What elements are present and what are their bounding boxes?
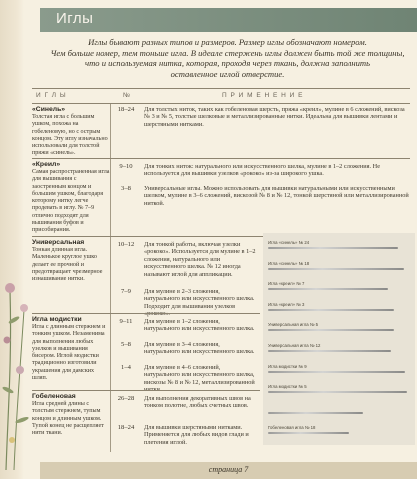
needle-name: Гобеленовая	[32, 393, 76, 400]
needle-description: Толстая игла с большим ушком, похожа на гобеленовую, но с острым концом. Эту иглу изначально использовали для толстой пряжи «синель».	[32, 114, 108, 157]
row-divider	[32, 313, 260, 314]
header-application: П Р И М Е Н Е Н И Е	[222, 92, 304, 99]
header-number: №	[123, 92, 131, 99]
needle-name: «Синель»	[32, 106, 66, 113]
needle-type-crewel	[32, 161, 110, 235]
needle-application: Для мулине в 3–4 сложения, натурального или искусственного шелка.	[144, 341, 255, 356]
needle-size: 1–4	[121, 364, 131, 371]
intro-text	[50, 37, 405, 79]
needle-name: Универсальная	[32, 239, 85, 246]
needle-illustration-row	[268, 261, 410, 275]
needle-size: 26–28	[117, 395, 135, 402]
needle-icon	[268, 412, 363, 414]
needle-illustration-row	[268, 281, 410, 295]
needle-application: Для мулине в 1–2 сложения, натурального или искусственного шелка.	[144, 318, 255, 333]
needle-label: Игла «синель» № 18	[268, 260, 310, 266]
needle-size: 18–24	[117, 106, 135, 113]
row-divider	[32, 390, 260, 391]
page-title: Иглы	[56, 10, 94, 27]
needle-label: Универсальная игла № 12	[268, 343, 321, 348]
needle-size: 18–24	[117, 424, 135, 431]
needle-size: 9–11	[119, 318, 133, 325]
needle-illustration-row	[268, 322, 410, 336]
intro-line: оставленное иглой отверстие.	[170, 68, 285, 79]
needle-icon	[268, 247, 398, 249]
needle-label: Игла «креил» № 7	[268, 281, 305, 287]
needle-illustration-row	[268, 405, 410, 419]
title-band	[40, 8, 417, 32]
needle-name: Игла модистки	[32, 316, 82, 323]
needle-illustration-row	[268, 384, 410, 398]
needle-application: Для мулине в 2–3 сложения, натурального или искусственного шелка. Подходит для вышивания узелков	[144, 288, 255, 310]
column-divider	[110, 104, 111, 452]
table-header	[32, 89, 410, 103]
needle-size: 3–8	[121, 185, 131, 192]
footer-band	[40, 462, 417, 479]
page-number: страница 7	[208, 465, 249, 474]
needle-illustration-row	[268, 425, 410, 439]
needle-application: Для мулине в 4–6 сложений, натурального или искусственного шелка, вискозы № 8 и № 12, металлизированной	[144, 364, 255, 386]
needle-label: Игла модистки № 5	[268, 384, 307, 390]
needle-application: Для тонкой работы, включая узелки «рококо». Используется для мулине в 1–2 сложения, натурального или искусственного шелка. № 12 иногда называют иглой для аппликации.	[144, 241, 256, 278]
needle-application: Для толстых ниток, таких как гобеленовая шерсть, пряжа «креил», мулине в 6 сложений, вискоза № 3 и № 5, толстые шелковые и металлизированные нитки. Идеальна для вышивки лентами и шерстяными нитками.	[144, 106, 405, 128]
needle-description: Игла с длинным стержнем и тонким ушком. Незаменима для выполнения любых узелков и вышивания бисером. Иглой модистки традиционно изготовили украшения для дамских шляп.	[32, 324, 106, 382]
needle-icon	[268, 329, 394, 331]
needle-illustration-row	[268, 240, 410, 254]
needle-type-universal	[32, 239, 110, 283]
needle-label: Универсальная игла № 5	[268, 322, 319, 328]
needle-application: Для вышивки шерстяными нитками. Применяется для любых видов глади и плетения иглой.	[144, 424, 249, 446]
needle-icon	[268, 309, 394, 311]
needle-application: Для тонких ниток: натурального или искусственного шелка, мулине в 1–2 сложения. Не используется для вышивки узелков «рококо» из-за широкого ушка.	[144, 163, 381, 178]
needle-application: Для выполнения декоративных швов на тонком полотне, любых счетных швов.	[144, 395, 251, 410]
needle-description: Игла средней длины с толстым стержнем, тупым концом и длинным ушком. Тупой конец не расщепляет нити ткани.	[32, 401, 104, 437]
needle-label: Игла модистки № 9	[268, 363, 307, 369]
needle-description: Самая распространенная игла для вышивания с заостренным концом и большим ушком, благодаря которому нитку легче продевать в иглу. № 7–9 отлично подходят для вышивания буфов и присобирания.	[32, 169, 110, 234]
intro-line: что и используемая нитка, которая, проходя через ткань, должна заполнить	[84, 58, 371, 69]
needle-type-tapestry	[32, 393, 110, 437]
needle-icon	[268, 391, 407, 393]
needle-label: Гобеленовая игла № 18	[268, 425, 316, 431]
needle-icon	[268, 350, 391, 352]
needle-size: 5–8	[121, 341, 131, 348]
needle-label: Игла «синель» № 24	[268, 240, 310, 245]
needle-illustration-row	[268, 364, 410, 378]
needle-label: Игла «креил» № 3	[268, 301, 305, 307]
needle-application: Универсальные иглы. Можно использовать для вышивки натуральными или искусственными шелком, мулине в 3–6 сложений, вискозой № 8 и № 12, тонкой шерстяной или металлизированной ниткой.	[144, 185, 409, 207]
needle-size: 9–10	[119, 163, 133, 170]
needle-size: 7–9	[121, 288, 131, 295]
row-divider	[32, 158, 410, 159]
needle-illustration-row	[268, 302, 410, 316]
header-needles: И Г Л Ы	[36, 92, 67, 99]
needle-icon	[268, 432, 349, 434]
needle-icon	[268, 268, 404, 270]
intro-line: Иглы бывают разных типов и размеров. Размер иглы обозначают номером.	[88, 37, 367, 47]
needle-type-milliners	[32, 316, 110, 382]
needle-type-chenille	[32, 106, 110, 158]
intro-line: Чем больше номер, тем тоньше игла. В идеале стержень иглы должен быть той же толщины,	[50, 47, 405, 58]
needle-icon	[268, 288, 388, 290]
needle-icon	[268, 371, 405, 373]
needle-description: Тонкая длинная игла. Маленькое круглое ушко делает ее прочной и предотвращает чрезмерное изнашивание нитки.	[32, 247, 103, 283]
needle-illustration-row	[268, 343, 410, 357]
needle-size: 10–12	[117, 241, 135, 248]
table-header-rule	[32, 103, 410, 104]
needle-name: «Креил»	[32, 161, 61, 168]
